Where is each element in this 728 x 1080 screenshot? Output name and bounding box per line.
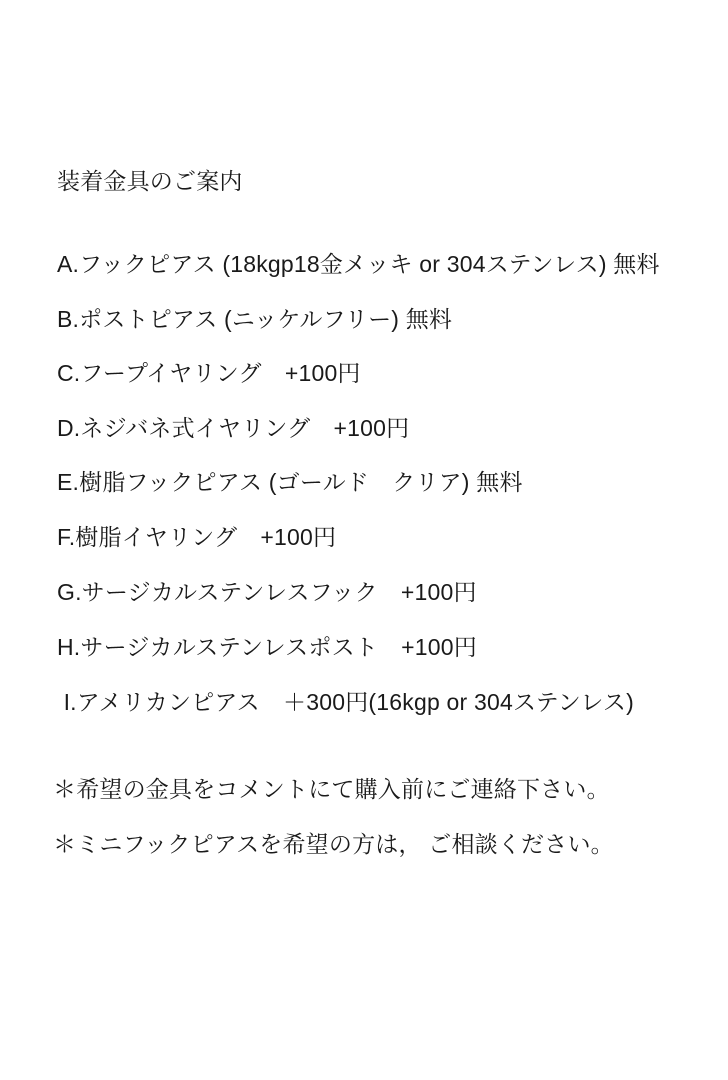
note-mini-hook-consult: ＊ミニフックピアスを希望の方は， ご相談ください。 xyxy=(53,831,614,857)
item-line-a-hook-pierce: A.フックピアス (18kgp18金メッキ or 304ステンレス) 無料 xyxy=(57,251,660,277)
page-title: 装着金具のご案内 xyxy=(57,168,243,194)
item-line-g-surgical-steel-hook: G.サージカルステンレスフック +100円 xyxy=(57,579,477,605)
item-line-d-screw-spring-earring: D.ネジバネ式イヤリング +100円 xyxy=(57,415,410,441)
item-line-b-post-pierce: B.ポストピアス (ニッケルフリー) 無料 xyxy=(57,306,453,332)
item-line-i-american-pierce: I.アメリカンピアス ＋300円(16kgp or 304ステンレス) xyxy=(57,689,634,715)
item-line-f-resin-earring: F.樹脂イヤリング +100円 xyxy=(57,524,337,550)
note-contact-before-purchase: ＊希望の金具をコメントにて購入前にご連絡下さい。 xyxy=(53,776,610,802)
item-line-h-surgical-steel-post: H.サージカルステンレスポスト +100円 xyxy=(57,634,477,660)
item-line-c-hoop-earring: C.フープイヤリング +100円 xyxy=(57,360,361,386)
item-line-e-resin-hook-pierce: E.樹脂フックピアス (ゴールド クリア) 無料 xyxy=(57,469,523,495)
